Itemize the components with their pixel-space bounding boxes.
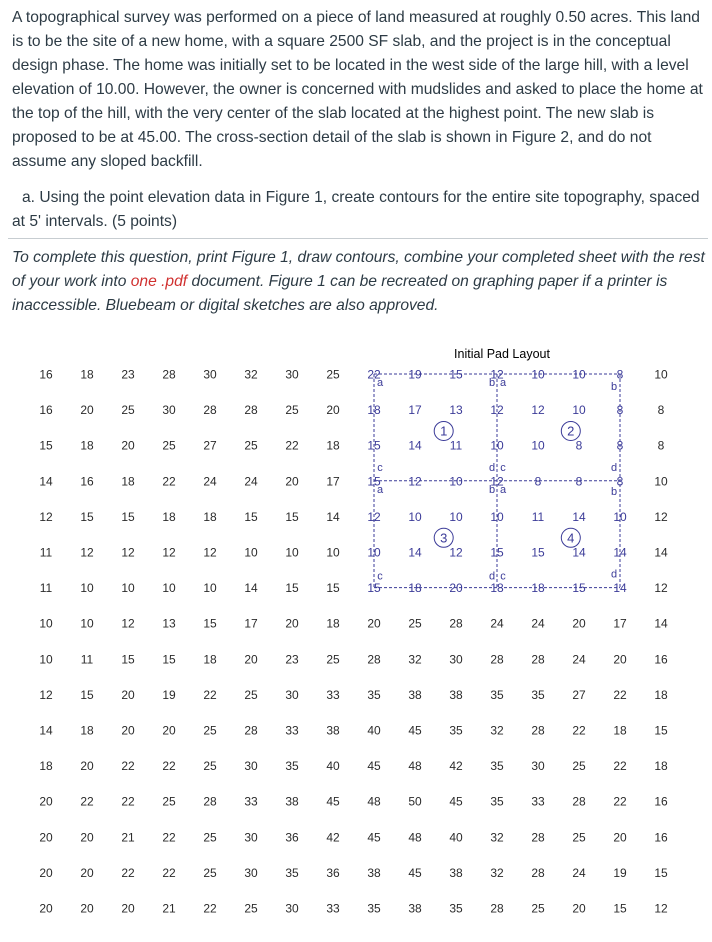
elevation-value: 40 [449, 830, 463, 845]
elevation-value: 16 [654, 794, 668, 809]
elevation-value: 10 [244, 545, 258, 560]
elevation-value: 14 [408, 438, 422, 453]
problem-intro [12, 6, 712, 174]
elevation-value: 24 [572, 652, 586, 667]
elevation-value: 25 [531, 901, 545, 916]
elevation-value: 15 [244, 509, 258, 524]
elevation-value: 22 [121, 794, 135, 809]
elevation-value: 17 [613, 616, 627, 631]
elevation-value: 12 [121, 545, 135, 560]
elevation-value: 30 [285, 687, 299, 702]
pad-corner-label: a [499, 377, 507, 389]
elevation-value: 25 [572, 830, 586, 845]
elevation-value: 12 [654, 901, 668, 916]
elevation-value: 8 [575, 438, 583, 453]
elevation-value: 18 [80, 723, 94, 738]
elevation-value: 30 [244, 759, 258, 774]
elevation-value: 12 [39, 509, 53, 524]
elevation-value: 20 [80, 403, 94, 418]
elevation-value: 8 [616, 403, 624, 418]
elevation-value: 30 [285, 367, 299, 382]
elevation-value: 22 [203, 901, 217, 916]
elevation-value: 10 [490, 438, 504, 453]
pad-corner-label: c [500, 570, 506, 583]
elevation-value: 35 [531, 687, 545, 702]
divider [8, 238, 708, 239]
elevation-value: 25 [572, 759, 586, 774]
elevation-value: 22 [613, 759, 627, 774]
elevation-value: 28 [531, 723, 545, 738]
elevation-value: 17 [408, 403, 422, 418]
elevation-value: 45 [367, 830, 381, 845]
elevation-value: 25 [121, 403, 135, 418]
elevation-value: 25 [203, 723, 217, 738]
elevation-value: 38 [285, 794, 299, 809]
elevation-value: 20 [285, 616, 299, 631]
elevation-value: 38 [408, 687, 422, 702]
elevation-value: 45 [367, 759, 381, 774]
elevation-value: 18 [326, 438, 340, 453]
pdf-highlight: one .pdf [130, 273, 188, 290]
elevation-value: 10 [162, 581, 176, 596]
pad-corner-label: a [376, 483, 384, 496]
elevation-value: 16 [654, 830, 668, 845]
elevation-value: 10 [531, 438, 545, 453]
elevation-value: 20 [80, 759, 94, 774]
elevation-value: 10 [285, 545, 299, 560]
elevation-value: 35 [490, 687, 504, 702]
elevation-value: 20 [80, 830, 94, 845]
pad-corner-label: b [610, 485, 618, 498]
elevation-value: 42 [449, 759, 463, 774]
elevation-value: 20 [80, 901, 94, 916]
elevation-value: 19 [408, 367, 422, 382]
elevation-value: 10 [654, 474, 668, 489]
elevation-value: 35 [490, 794, 504, 809]
elevation-value: 25 [244, 901, 258, 916]
elevation-value: 25 [162, 794, 176, 809]
elevation-value: 38 [449, 687, 463, 702]
elevation-value: 28 [244, 723, 258, 738]
elevation-value: 10 [203, 581, 217, 596]
elevation-value: 14 [613, 545, 627, 560]
elevation-value: 8 [657, 438, 665, 453]
elevation-value: 25 [203, 865, 217, 880]
elevation-value: 10 [572, 367, 586, 382]
elevation-value: 48 [367, 794, 381, 809]
elevation-value: 14 [613, 581, 627, 596]
elevation-value: 10 [39, 616, 53, 631]
elevation-value: 18 [80, 367, 94, 382]
elevation-value: 20 [121, 687, 135, 702]
elevation-value: 12 [367, 509, 381, 524]
elevation-value: 30 [285, 901, 299, 916]
elevation-grid-figure [0, 340, 712, 937]
elevation-value: 15 [80, 509, 94, 524]
elevation-value: 28 [531, 652, 545, 667]
elevation-value: 18 [654, 687, 668, 702]
elevation-value: 15 [285, 509, 299, 524]
elevation-value: 36 [326, 865, 340, 880]
elevation-value: 22 [121, 865, 135, 880]
elevation-value: 22 [203, 687, 217, 702]
elevation-value: 16 [80, 474, 94, 489]
elevation-value: 21 [121, 830, 135, 845]
elevation-value: 12 [39, 687, 53, 702]
elevation-value: 12 [203, 545, 217, 560]
elevation-value: 16 [39, 367, 53, 382]
elevation-value: 10 [408, 509, 422, 524]
elevation-value: 32 [490, 723, 504, 738]
elevation-value: 20 [39, 830, 53, 845]
elevation-value: 17 [326, 474, 340, 489]
elevation-value: 11 [39, 581, 53, 596]
elevation-value: 12 [490, 474, 504, 489]
elevation-value: 33 [326, 901, 340, 916]
elevation-value: 12 [80, 545, 94, 560]
elevation-value: 10 [80, 616, 94, 631]
elevation-value: 18 [39, 759, 53, 774]
elevation-value: 33 [531, 794, 545, 809]
elevation-value: 33 [285, 723, 299, 738]
elevation-value: 12 [490, 367, 504, 382]
pad-corner-label: d [488, 461, 496, 474]
elevation-value: 10 [449, 509, 463, 524]
elevation-value: 22 [162, 474, 176, 489]
elevation-value: 35 [285, 865, 299, 880]
elevation-value: 14 [326, 509, 340, 524]
elevation-value: 16 [654, 652, 668, 667]
elevation-value: 10 [326, 545, 340, 560]
elevation-value: 32 [244, 367, 258, 382]
elevation-value: 20 [162, 723, 176, 738]
elevation-value: 15 [285, 581, 299, 596]
elevation-value: 12 [654, 509, 668, 524]
intro-line: is to be the site of a new home, with a square 2500 SF slab, and the project is in the conceptual [12, 33, 671, 50]
elevation-value: 45 [326, 794, 340, 809]
elevation-value: 15 [367, 581, 381, 596]
elevation-value: 12 [531, 403, 545, 418]
pad-corner-label: b [488, 483, 496, 496]
elevation-value: 12 [490, 403, 504, 418]
elevation-value: 10 [367, 545, 381, 560]
elevation-value: 20 [613, 830, 627, 845]
elevation-value: 11 [80, 652, 94, 667]
quadrant-marker-label: 3 [440, 530, 448, 546]
elevation-value: 48 [408, 830, 422, 845]
elevation-value: 28 [367, 652, 381, 667]
elevation-value: 12 [162, 545, 176, 560]
elevation-value: 13 [162, 616, 176, 631]
elevation-value: 25 [244, 687, 258, 702]
elevation-value: 18 [80, 438, 94, 453]
elevation-value: 10 [572, 403, 586, 418]
elevation-value: 20 [39, 794, 53, 809]
elevation-values [39, 368, 668, 916]
elevation-value: 45 [408, 723, 422, 738]
elevation-value: 15 [449, 367, 463, 382]
elevation-value: 24 [531, 616, 545, 631]
figure-title: Initial Pad Layout [454, 347, 550, 361]
elevation-value: 28 [531, 865, 545, 880]
elevation-value: 33 [326, 687, 340, 702]
elevation-value: 32 [490, 865, 504, 880]
instructions-text: of your work into [12, 273, 131, 290]
elevation-value: 25 [285, 403, 299, 418]
elevation-value: 12 [654, 581, 668, 596]
intro-line: A topographical survey was performed on a piece of land measured at roughly 0.50 acres. This land [12, 9, 700, 26]
elevation-value: 11 [39, 545, 53, 560]
instructions [12, 246, 712, 318]
elevation-value: 18 [162, 509, 176, 524]
elevation-value: 8 [616, 367, 624, 382]
elevation-value: 22 [162, 759, 176, 774]
pad-corner-label: c [377, 570, 383, 583]
elevation-value: 40 [367, 723, 381, 738]
elevation-value: 22 [367, 367, 381, 382]
elevation-value: 20 [39, 901, 53, 916]
elevation-value: 38 [326, 723, 340, 738]
elevation-value: 15 [203, 616, 217, 631]
elevation-value: 18 [408, 581, 422, 596]
elevation-value: 20 [613, 652, 627, 667]
elevation-value: 8 [657, 403, 665, 418]
elevation-value: 20 [572, 901, 586, 916]
pad-corner-label: d [488, 570, 496, 583]
elevation-value: 30 [449, 652, 463, 667]
elevation-value: 42 [326, 830, 340, 845]
elevation-value: 14 [408, 545, 422, 560]
elevation-value: 35 [367, 901, 381, 916]
elevation-value: 22 [285, 438, 299, 453]
elevation-value: 15 [326, 581, 340, 596]
elevation-value: 22 [121, 759, 135, 774]
elevation-value: 30 [531, 759, 545, 774]
elevation-value: 14 [654, 545, 668, 560]
elevation-value: 10 [613, 509, 627, 524]
elevation-value: 23 [285, 652, 299, 667]
elevation-value: 25 [408, 616, 422, 631]
elevation-value: 10 [654, 367, 668, 382]
elevation-value: 38 [408, 901, 422, 916]
elevation-value: 18 [367, 403, 381, 418]
elevation-value: 35 [449, 723, 463, 738]
elevation-value: 28 [490, 652, 504, 667]
pad-corner-label: c [500, 461, 506, 474]
elevation-value: 14 [572, 545, 586, 560]
quadrant-marker-label: 4 [567, 530, 575, 546]
elevation-value: 48 [408, 759, 422, 774]
elevation-value: 15 [367, 474, 381, 489]
elevation-value: 20 [121, 901, 135, 916]
elevation-value: 28 [531, 830, 545, 845]
elevation-value: 38 [449, 865, 463, 880]
elevation-value: 35 [367, 687, 381, 702]
elevation-value: 20 [80, 865, 94, 880]
question-a-line2: at 5' intervals. (5 points) [12, 213, 178, 230]
elevation-value: 18 [654, 759, 668, 774]
figure-1 [0, 340, 712, 937]
elevation-value: 22 [80, 794, 94, 809]
question-a [12, 186, 712, 230]
elevation-value: 25 [244, 438, 258, 453]
elevation-value: 20 [244, 652, 258, 667]
elevation-value: 28 [449, 616, 463, 631]
elevation-value: 15 [39, 438, 53, 453]
intro-line: design phase. The home was initially set to be located in the west side of the large hill, with a level [12, 57, 689, 74]
elevation-value: 8 [616, 438, 624, 453]
elevation-value: 20 [449, 581, 463, 596]
elevation-value: 14 [39, 723, 53, 738]
elevation-value: 28 [203, 403, 217, 418]
elevation-value: 14 [572, 509, 586, 524]
elevation-value: 15 [80, 687, 94, 702]
elevation-value: 28 [572, 794, 586, 809]
elevation-value: 19 [613, 865, 627, 880]
elevation-value: 30 [162, 403, 176, 418]
elevation-value: 10 [490, 509, 504, 524]
elevation-value: 18 [203, 509, 217, 524]
elevation-value: 10 [39, 652, 53, 667]
intro-line: assume any sloped backfill. [12, 153, 203, 170]
elevation-value: 24 [572, 865, 586, 880]
elevation-value: 25 [203, 830, 217, 845]
elevation-value: 15 [162, 652, 176, 667]
question-a-line1: a. Using the point elevation data in Figure 1, create contours for the entire site topography, spaced [22, 189, 700, 206]
elevation-value: 25 [326, 367, 340, 382]
elevation-value: 18 [531, 581, 545, 596]
elevation-value: 10 [449, 474, 463, 489]
elevation-value: 15 [121, 652, 135, 667]
elevation-value: 18 [613, 723, 627, 738]
pad-corner-label: d [610, 461, 618, 474]
elevation-value: 27 [572, 687, 586, 702]
elevation-value: 14 [39, 474, 53, 489]
elevation-value: 28 [244, 403, 258, 418]
quadrant-marker-label: 2 [567, 423, 575, 439]
elevation-value: 10 [531, 367, 545, 382]
elevation-value: 20 [367, 616, 381, 631]
pad-corner-label: d [610, 568, 618, 581]
elevation-value: 19 [162, 687, 176, 702]
elevation-value: 14 [654, 616, 668, 631]
elevation-value: 10 [80, 581, 94, 596]
elevation-value: 8 [534, 474, 542, 489]
elevation-value: 40 [326, 759, 340, 774]
elevation-value: 22 [162, 865, 176, 880]
elevation-value: 15 [654, 865, 668, 880]
elevation-value: 25 [326, 652, 340, 667]
elevation-value: 20 [572, 616, 586, 631]
elevation-value: 18 [121, 474, 135, 489]
elevation-value: 17 [244, 616, 258, 631]
elevation-value: 20 [121, 438, 135, 453]
elevation-value: 15 [654, 723, 668, 738]
elevation-value: 28 [162, 367, 176, 382]
elevation-value: 30 [244, 865, 258, 880]
elevation-value: 25 [203, 759, 217, 774]
elevation-value: 15 [121, 509, 135, 524]
elevation-value: 35 [285, 759, 299, 774]
elevation-value: 18 [203, 652, 217, 667]
elevation-value: 45 [449, 794, 463, 809]
elevation-value: 12 [408, 474, 422, 489]
elevation-value: 22 [613, 794, 627, 809]
elevation-value: 20 [121, 723, 135, 738]
elevation-value: 30 [203, 367, 217, 382]
elevation-value: 35 [490, 759, 504, 774]
instructions-text: document. Figure 1 can be recreated on graphing paper if a printer is [187, 273, 668, 290]
elevation-value: 15 [572, 581, 586, 596]
elevation-value: 24 [244, 474, 258, 489]
elevation-value: 32 [490, 830, 504, 845]
elevation-value: 20 [285, 474, 299, 489]
elevation-value: 32 [408, 652, 422, 667]
elevation-value: 27 [203, 438, 217, 453]
elevation-value: 14 [244, 581, 258, 596]
elevation-value: 11 [449, 438, 463, 453]
elevation-value: 15 [531, 545, 545, 560]
elevation-value: 22 [162, 830, 176, 845]
elevation-value: 22 [613, 687, 627, 702]
elevation-value: 21 [162, 901, 176, 916]
elevation-value: 15 [367, 438, 381, 453]
elevation-value: 8 [616, 474, 624, 489]
elevation-value: 45 [408, 865, 422, 880]
intro-line: elevation of 10.00. However, the owner is concerned with mudslides and asked to place the home at [12, 81, 703, 98]
instructions-line1: To complete this question, print Figure 1, draw contours, combine your completed sheet with the rest [12, 249, 705, 266]
elevation-value: 12 [449, 545, 463, 560]
intro-line: the top of the hill, with the very center of the slab located at the highest point. The new slab is [12, 105, 655, 122]
pad-corner-label: a [499, 483, 507, 496]
elevation-value: 18 [326, 616, 340, 631]
elevation-value: 13 [449, 403, 463, 418]
elevation-value: 33 [244, 794, 258, 809]
elevation-value: 24 [203, 474, 217, 489]
elevation-value: 22 [572, 723, 586, 738]
elevation-value: 8 [575, 474, 583, 489]
elevation-value: 16 [39, 403, 53, 418]
elevation-value: 25 [162, 438, 176, 453]
elevation-value: 12 [121, 616, 135, 631]
pad-corner-label: c [377, 461, 383, 474]
elevation-value: 28 [490, 901, 504, 916]
elevation-value: 35 [449, 901, 463, 916]
pad-corner-label: b [610, 381, 618, 393]
elevation-value: 15 [490, 545, 504, 560]
elevation-value: 38 [367, 865, 381, 880]
elevation-value: 18 [490, 581, 504, 596]
elevation-value: 20 [326, 403, 340, 418]
instructions-line3: inaccessible. Bluebeam or digital sketches are also approved. [12, 297, 439, 314]
intro-line: proposed to be at 45.00. The cross-section detail of the slab is shown in Figure 2, and do not [12, 129, 652, 146]
quadrant-marker-label: 1 [440, 423, 448, 439]
elevation-value: 15 [613, 901, 627, 916]
elevation-value: 36 [285, 830, 299, 845]
elevation-value: 28 [203, 794, 217, 809]
elevation-value: 50 [408, 794, 422, 809]
elevation-value: 24 [490, 616, 504, 631]
elevation-value: 23 [121, 367, 135, 382]
elevation-value: 30 [244, 830, 258, 845]
instructions-line2 [12, 270, 712, 294]
elevation-value: 11 [531, 509, 545, 524]
elevation-value: 20 [39, 865, 53, 880]
pad-corner-label: b [488, 377, 496, 389]
pad-corner-label: a [376, 377, 384, 389]
elevation-value: 10 [121, 581, 135, 596]
